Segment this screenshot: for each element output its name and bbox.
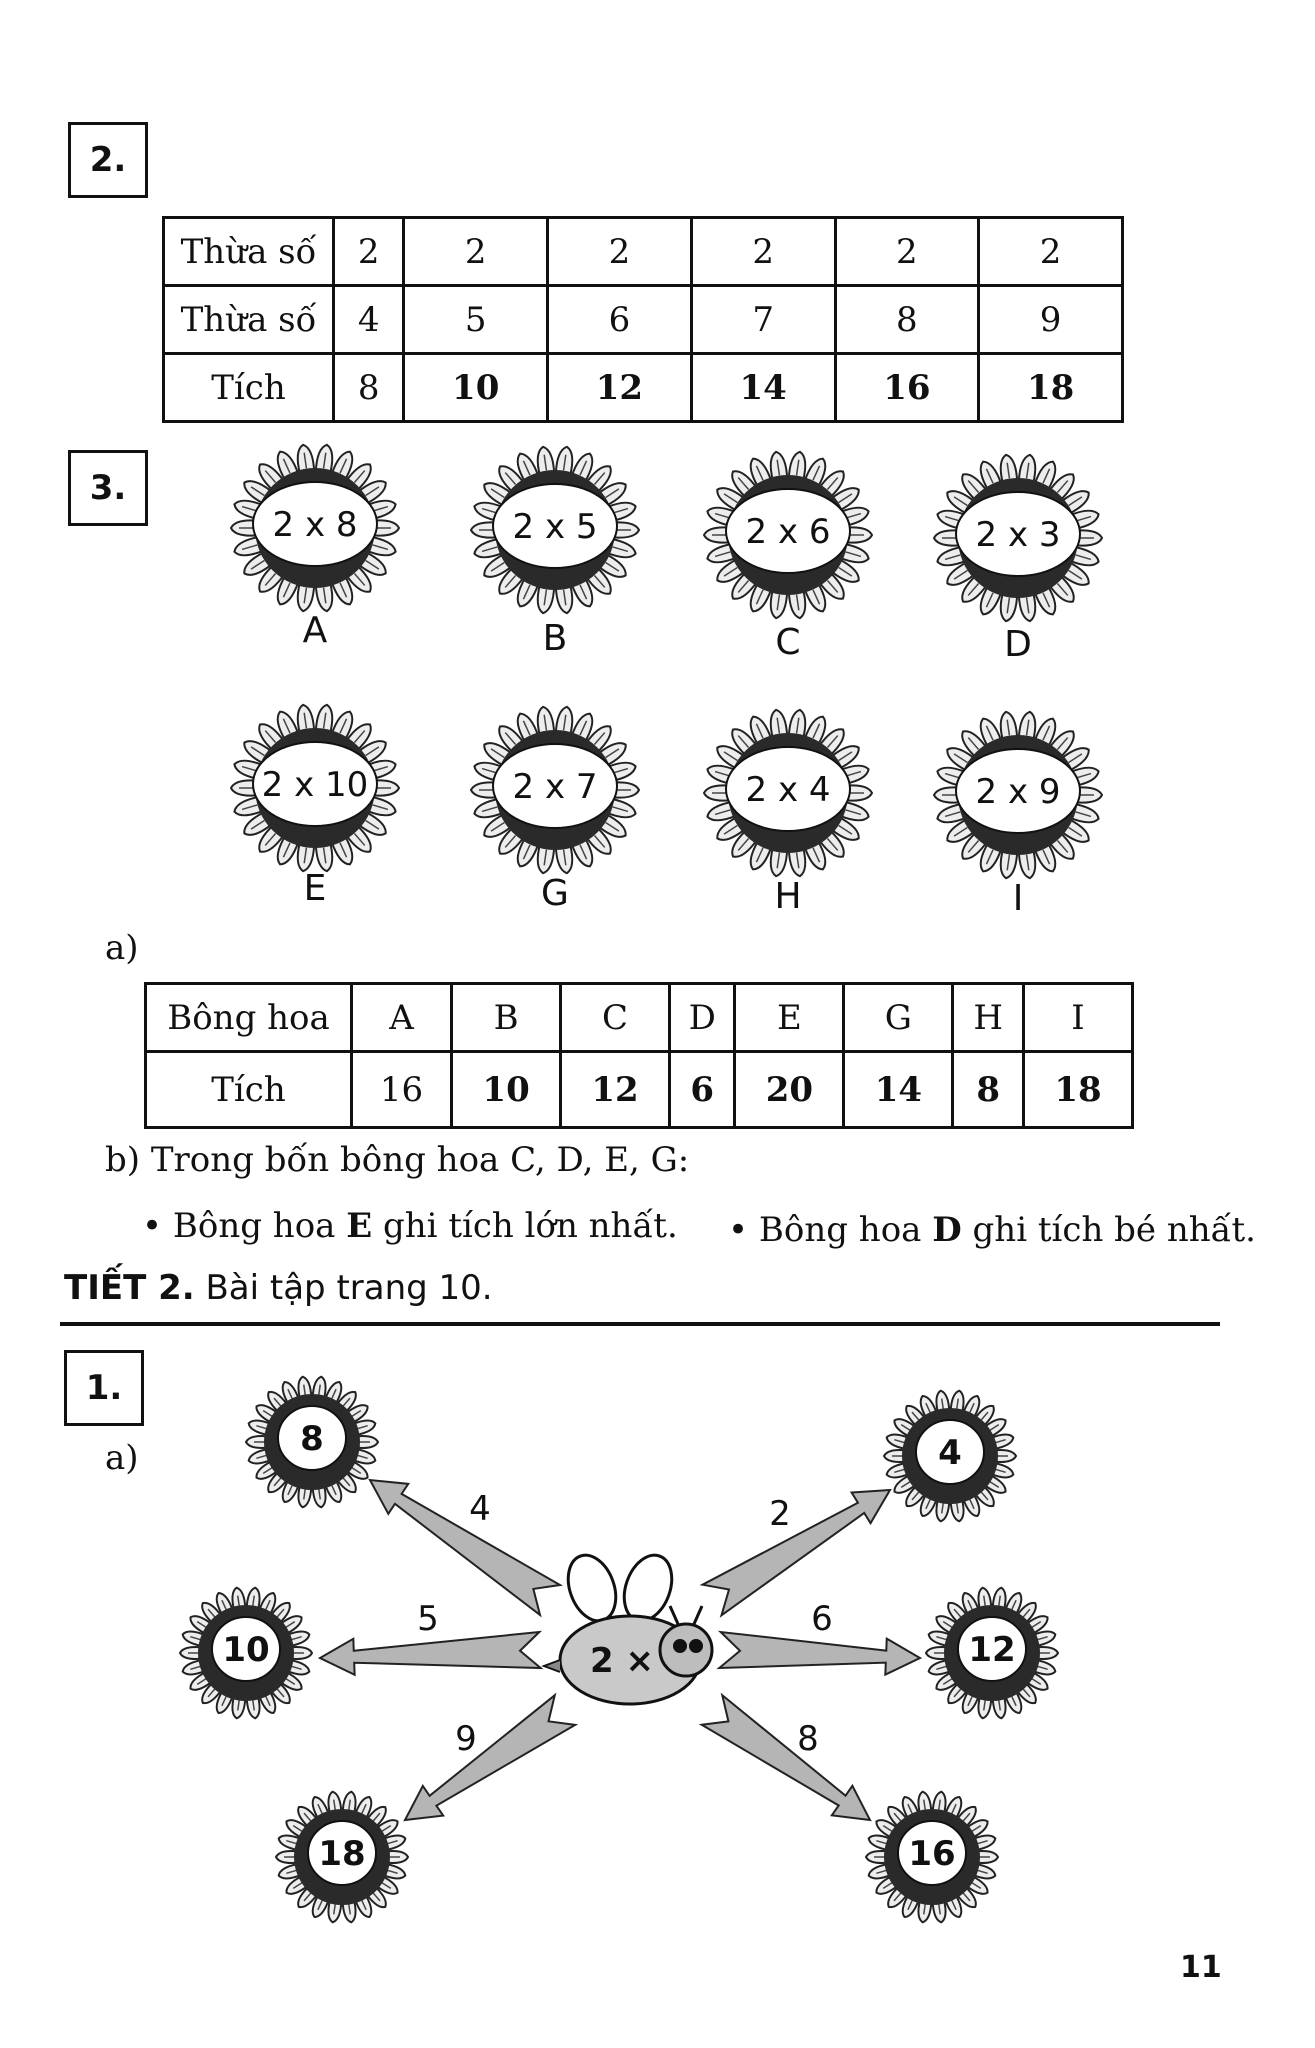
table-cell: A [352,984,452,1052]
page-number: 11 [1180,1950,1222,1985]
result-value: 10 [222,1630,270,1670]
flower-letter: B [542,618,568,659]
flower-expression: 2 x 7 [512,767,598,807]
bullet-icon: • [728,1210,759,1250]
arrow-4 [370,1480,560,1615]
table-cell: 18 [979,354,1123,422]
result-flower-10 [180,1588,312,1719]
exercise-1-number: 1. [64,1350,144,1426]
flower-letter: H [774,876,802,917]
section-heading: TIẾT 2. Bài tập trang 10. [64,1268,493,1308]
table-cell: E [735,984,844,1052]
result-flower-8 [246,1377,378,1508]
row-label: Tích [164,354,334,422]
flower-expression: 2 x 3 [975,515,1061,555]
multiplier-label: 5 [417,1599,439,1639]
bee-icon [544,1549,712,1704]
table-cell: 5 [404,286,548,354]
table-cell: 2 [404,218,548,286]
multiplier-label: 4 [469,1489,491,1529]
bullet-smallest-product: • Bông hoa D ghi tích bé nhất. [728,1210,1256,1250]
result-flower-16 [866,1792,998,1923]
table-cell: 8 [953,1052,1024,1128]
bee-label: 2 × [590,1641,654,1681]
exercise-3-number: 3. [68,450,148,526]
flower-expression: 2 x 6 [745,512,831,552]
row-label: Tích [146,1052,352,1128]
result-value: 8 [300,1419,324,1459]
flower-expression: 2 x 5 [512,507,598,547]
result-flower-4 [884,1391,1016,1522]
multiplier-label: 2 [769,1494,791,1534]
table-cell: 12 [548,354,692,422]
flower-letter: C [775,622,801,663]
table-cell: G [844,984,953,1052]
table-cell: 8 [835,286,979,354]
arrow-8 [702,1695,870,1820]
table-cell: 8 [334,354,404,422]
table-cell: I [1023,984,1132,1052]
table-cell: 2 [835,218,979,286]
table-cell: 10 [452,1052,561,1128]
table-cell: H [953,984,1024,1052]
table-cell: 14 [691,354,835,422]
table-cell: 2 [691,218,835,286]
result-value: 18 [318,1834,366,1874]
flower-expression: 2 x 8 [272,505,358,545]
flower-letter: E [303,868,327,909]
row-label: Bông hoa [146,984,352,1052]
table-cell: 4 [334,286,404,354]
part-a-label: a) [105,928,139,968]
arrow-5 [320,1599,541,1675]
table-cell: 6 [669,1052,735,1128]
arrow-9 [405,1695,575,1820]
table-cell: D [669,984,735,1052]
result-value: 12 [968,1630,1016,1670]
result-flower-12 [926,1588,1058,1719]
result-value: 16 [908,1834,956,1874]
table-cell: 16 [835,354,979,422]
row-label: Thừa số [164,286,334,354]
table-cell: 18 [1023,1052,1132,1128]
row-label: Thừa số [164,218,334,286]
exercise-2-number: 2. [68,122,148,198]
table-cell: 20 [735,1052,844,1128]
flower-letter: A [302,610,328,651]
bullet-largest-product: • Bông hoa E ghi tích lớn nhất. [142,1206,678,1246]
table-cell: 12 [561,1052,670,1128]
table-cell: 6 [548,286,692,354]
multiplier-label: 6 [811,1599,833,1639]
table-cell: 2 [979,218,1123,286]
table-cell: 9 [979,286,1123,354]
bullet-icon: • [142,1206,173,1246]
table-cell: B [452,984,561,1052]
flower-expression: 2 x 9 [975,772,1061,812]
multiplier-label: 9 [455,1719,477,1759]
flower-letter: I [1012,878,1024,919]
result-value: 4 [938,1433,962,1473]
part-b-text: b) Trong bốn bông hoa C, D, E, G: [105,1140,690,1180]
arrow-2 [703,1490,890,1615]
table-cell: 16 [352,1052,452,1128]
table-cell: 10 [404,354,548,422]
table-cell: 2 [548,218,692,286]
flower-letter: G [541,873,569,914]
multiplier-label: 8 [797,1719,819,1759]
flower-letter: D [1004,624,1032,665]
table-cell: 7 [691,286,835,354]
result-flower-18 [276,1792,408,1923]
flower-expression: 2 x 4 [745,770,831,810]
table-cell: 14 [844,1052,953,1128]
part-a-label: a) [105,1438,139,1478]
flower-expression: 2 x 10 [261,765,369,805]
table-cell: 2 [334,218,404,286]
arrow-6 [719,1599,920,1675]
table-cell: C [561,984,670,1052]
